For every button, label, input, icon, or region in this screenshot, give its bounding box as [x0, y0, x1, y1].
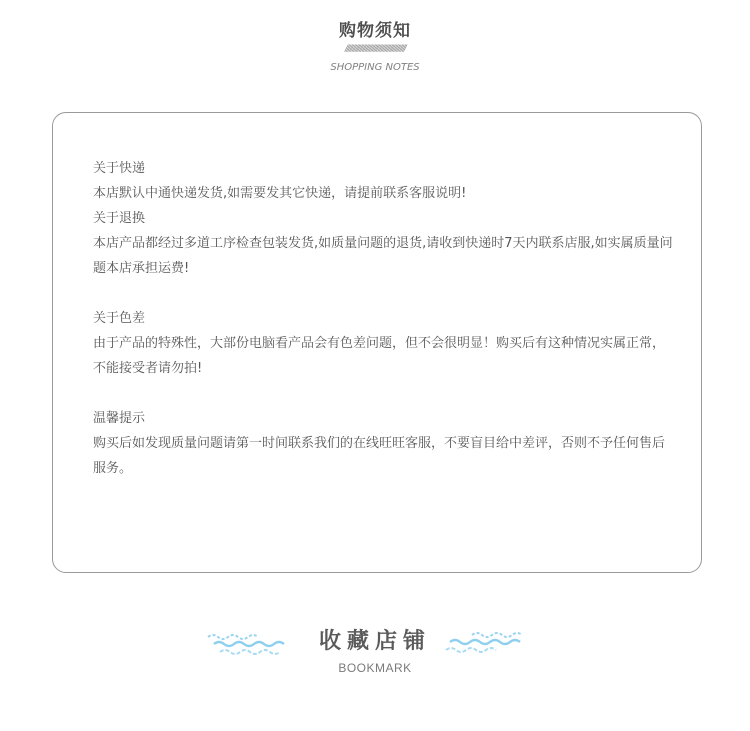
section-tips	[93, 406, 673, 481]
bookmark-section[interactable]	[0, 618, 750, 688]
section-color-difference	[93, 306, 673, 381]
page-subtitle: SHOPPING NOTES	[330, 62, 420, 73]
wave-right-icon	[444, 630, 526, 660]
page-title: 购物须知	[339, 21, 411, 41]
section-body-tips: 购买后如发现质量问题请第一时间联系我们的在线旺旺客服，不要盲目给中差评，否则不予任何售后服务。	[93, 436, 666, 476]
section-title-shipping: 关于快递	[93, 161, 146, 176]
section-title-color-difference: 关于色差	[93, 311, 146, 326]
section-body-returns: 本店产品都经过多道工序检查包装发货,如质量问题的退货,请收到快递时7天内联系店服,如实属质量问题本店承担运费!	[93, 236, 673, 276]
decorative-slashes: //////////////////////////////////////////	[344, 44, 406, 54]
bookmark-title[interactable]: 收藏店铺	[318, 628, 431, 654]
section-shipping	[93, 156, 673, 206]
bookmark-subtitle: BOOKMARK	[338, 661, 412, 675]
section-title-tips: 温馨提示	[93, 411, 146, 426]
notice-content	[93, 156, 673, 481]
section-returns	[93, 206, 673, 281]
section-title-returns: 关于退换	[93, 211, 146, 226]
section-body-color-difference: 由于产品的特殊性，大部份电脑看产品会有色差问题，但不会很明显！购买后有这种情况实属正常，不能接受者请勿拍!	[93, 336, 666, 376]
notice-box	[52, 112, 702, 573]
section-body-shipping: 本店默认中通快递发货,如需要发其它快递，请提前联系客服说明!	[93, 186, 467, 201]
